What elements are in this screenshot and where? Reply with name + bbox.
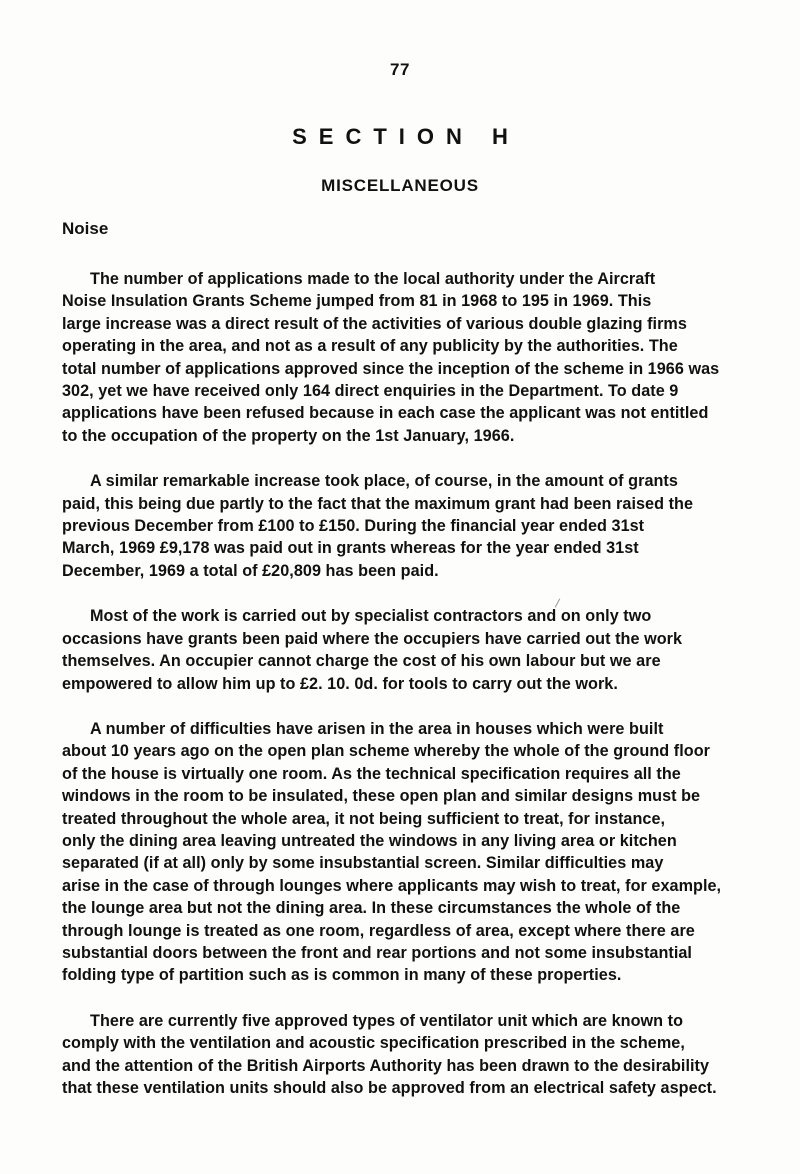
text-line: of the house is virtually one room. As the technical specification requires all the: [62, 764, 681, 783]
text-line: empowered to allow him up to £2. 10. 0d. for tools to carry out the work.: [62, 674, 618, 693]
text-line: operating in the area, and not as a result of any publicity by the authorities. The: [62, 337, 678, 356]
text-line: separated (if at all) only by some insubstantial screen. Similar difficulties may: [62, 854, 664, 873]
text-line: only the dining area leaving untreated the windows in any living area or kitchen: [62, 831, 677, 850]
text-line: March, 1969 £9,178 was paid out in grants whereas for the year ended 31st: [62, 539, 639, 558]
section-title: SECTION H: [292, 124, 520, 149]
text-line: A similar remarkable increase took place, of course, in the amount of grants: [90, 472, 678, 491]
text-line: December, 1969 a total of £20,809 has been paid.: [62, 561, 439, 580]
paragraph-applications: [62, 268, 768, 447]
text-line: the lounge area but not the dining area. In these circumstances the whole of the: [62, 899, 681, 918]
text-line: large increase was a direct result of the activities of various double glazing firms: [62, 314, 687, 333]
text-line: Noise Insulation Grants Scheme jumped from 81 in 1968 to 195 in 1969. This: [62, 292, 652, 311]
text-line: There are currently five approved types of ventilator unit which are known to: [90, 1011, 684, 1030]
text-line: comply with the ventilation and acoustic specification prescribed in the scheme,: [62, 1034, 685, 1053]
text-line: themselves. An occupier cannot charge the cost of his own labour but we are: [62, 652, 661, 671]
paragraph-ventilators: [62, 1010, 768, 1100]
text-line: and the attention of the British Airports Authority has been drawn to the desirability: [62, 1056, 710, 1075]
text-line: through lounge is treated as one room, regardless of area, except where there are: [62, 921, 695, 940]
text-line: total number of applications approved since the inception of the scheme in 1966 was: [62, 359, 720, 378]
noise-heading: Noise: [62, 219, 109, 238]
body-text: [62, 268, 768, 1122]
text-line: occasions have grants been paid where the occupiers have carried out the work: [62, 629, 683, 648]
text-line: 302, yet we have received only 164 direct enquiries in the Department. To date 9: [62, 382, 679, 401]
text-line: about 10 years ago on the open plan scheme whereby the whole of the ground floor: [62, 742, 710, 761]
page-number: 77: [390, 60, 410, 79]
section-subtitle: MISCELLANEOUS: [321, 176, 479, 195]
text-line: substantial doors between the front and rear portions and not some insubstantial: [62, 943, 692, 962]
text-line: arise in the case of through lounges where applicants may wish to treat, for example,: [62, 876, 722, 895]
paragraph-grants-paid: [62, 470, 768, 582]
text-line: Most of the work is carried out by specialist contractors and on only two: [90, 607, 652, 626]
paragraph-contractors: [62, 605, 768, 695]
text-line: paid, this being due partly to the fact that the maximum grant had been raised the: [62, 494, 694, 513]
text-line: A number of difficulties have arisen in the area in houses which were built: [90, 719, 664, 738]
text-line: The number of applications made to the local authority under the Aircraft: [90, 270, 656, 288]
text-line: applications have been refused because in each case the applicant was not entitled: [62, 404, 709, 423]
text-line: previous December from £100 to £150. During the financial year ended 31st: [62, 517, 645, 536]
paragraph-open-plan: [62, 718, 768, 987]
text-line: windows in the room to be insulated, these open plan and similar designs must be: [62, 787, 701, 806]
text-line: treated throughout the whole area, it not being sufficient to treat, for instance,: [62, 809, 666, 828]
text-line: to the occupation of the property on the 1st January, 1966.: [62, 426, 515, 445]
text-line: folding type of partition such as is common in many of these properties.: [62, 966, 622, 985]
text-line: that these ventilation units should also be approved from an electrical safety aspect.: [62, 1079, 717, 1097]
